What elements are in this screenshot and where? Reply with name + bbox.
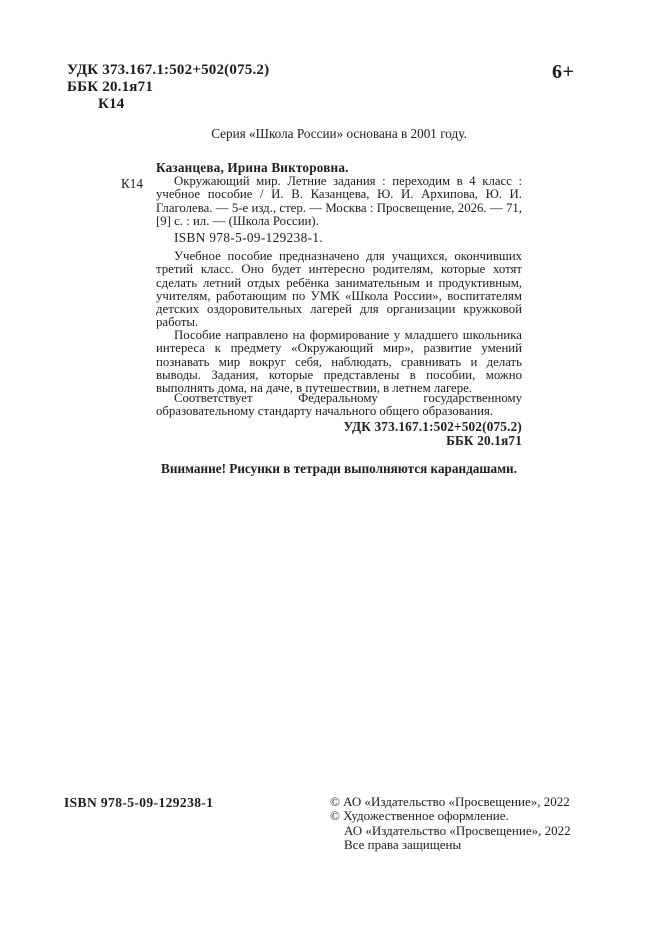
- copyright-artwork-line: © Художественное оформление.: [330, 808, 509, 824]
- bbk-code-top: ББК 20.1я71: [67, 78, 154, 95]
- classification-block-bottom: [156, 420, 522, 448]
- warning-note: Внимание! Рисунки в тетради выполняются карандашами.: [161, 461, 517, 476]
- isbn-footer: ISBN 978-5-09-129238-1: [64, 795, 214, 810]
- author-name-heading: Казанцева, Ирина Викторовна.: [156, 160, 349, 175]
- author-sign-top: К14: [98, 95, 125, 112]
- isbn-card-line: ISBN 978-5-09-129238-1.: [174, 230, 324, 245]
- copyright-publisher-line: © АО «Издательство «Просвещение», 2022: [330, 794, 570, 809]
- copyright-block: [330, 795, 571, 853]
- udc-code-bottom: УДК 373.167.1:502+502(075.2): [343, 419, 522, 434]
- annotation-paragraph-2: Пособие направлено на формирование у младшего школьника интереса к предмету «Окружающий мир», развитие умений познавать мир вокруг себя, наблюдать, сравнивать и делать выводы. Задания, которые представлены в пособии, можно выполнять дома, на даче, в путешествии, в летнем лагере.: [156, 328, 522, 396]
- author-sign-card: К14: [121, 176, 143, 191]
- age-rating-badge: 6+: [552, 61, 575, 83]
- series-note: Серия «Школа России» основана в 2001 году.: [211, 126, 467, 141]
- rights-reserved-line: Все права защищены: [344, 837, 462, 853]
- classification-block: [67, 62, 269, 112]
- bibliographic-description: Окружающий мир. Летние задания : переходим в 4 класс : учебное пособие / И. В. Казанцева, Ю. И. Архипова, Ю. И. Глаголева. — 5-е изд., стер. — Москва : Просвещение, 2026. — 71, [9] с. : ил. — (Школа России).: [156, 174, 522, 229]
- udc-code-top: УДК 373.167.1:502+502(075.2): [67, 62, 270, 78]
- annotation-paragraph-1: Учебное пособие предназначено для учащихся, окончивших третий класс. Оно будет интересно родителям, которые хотят сделать летний отдых ребёнка занимательным и продуктивным, учителям, работающим по УМК «Школа России», воспитателям детских оздоровительных лагерей для организации кружковой работы.: [156, 249, 522, 330]
- bbk-code-bottom: ББК 20.1я71: [446, 433, 522, 448]
- copyright-publisher-line-2: АО «Издательство «Просвещение», 2022: [344, 822, 571, 838]
- annotation-paragraph-3: Соответствует Федеральному государственному образовательному стандарту начального общего образования.: [156, 391, 522, 419]
